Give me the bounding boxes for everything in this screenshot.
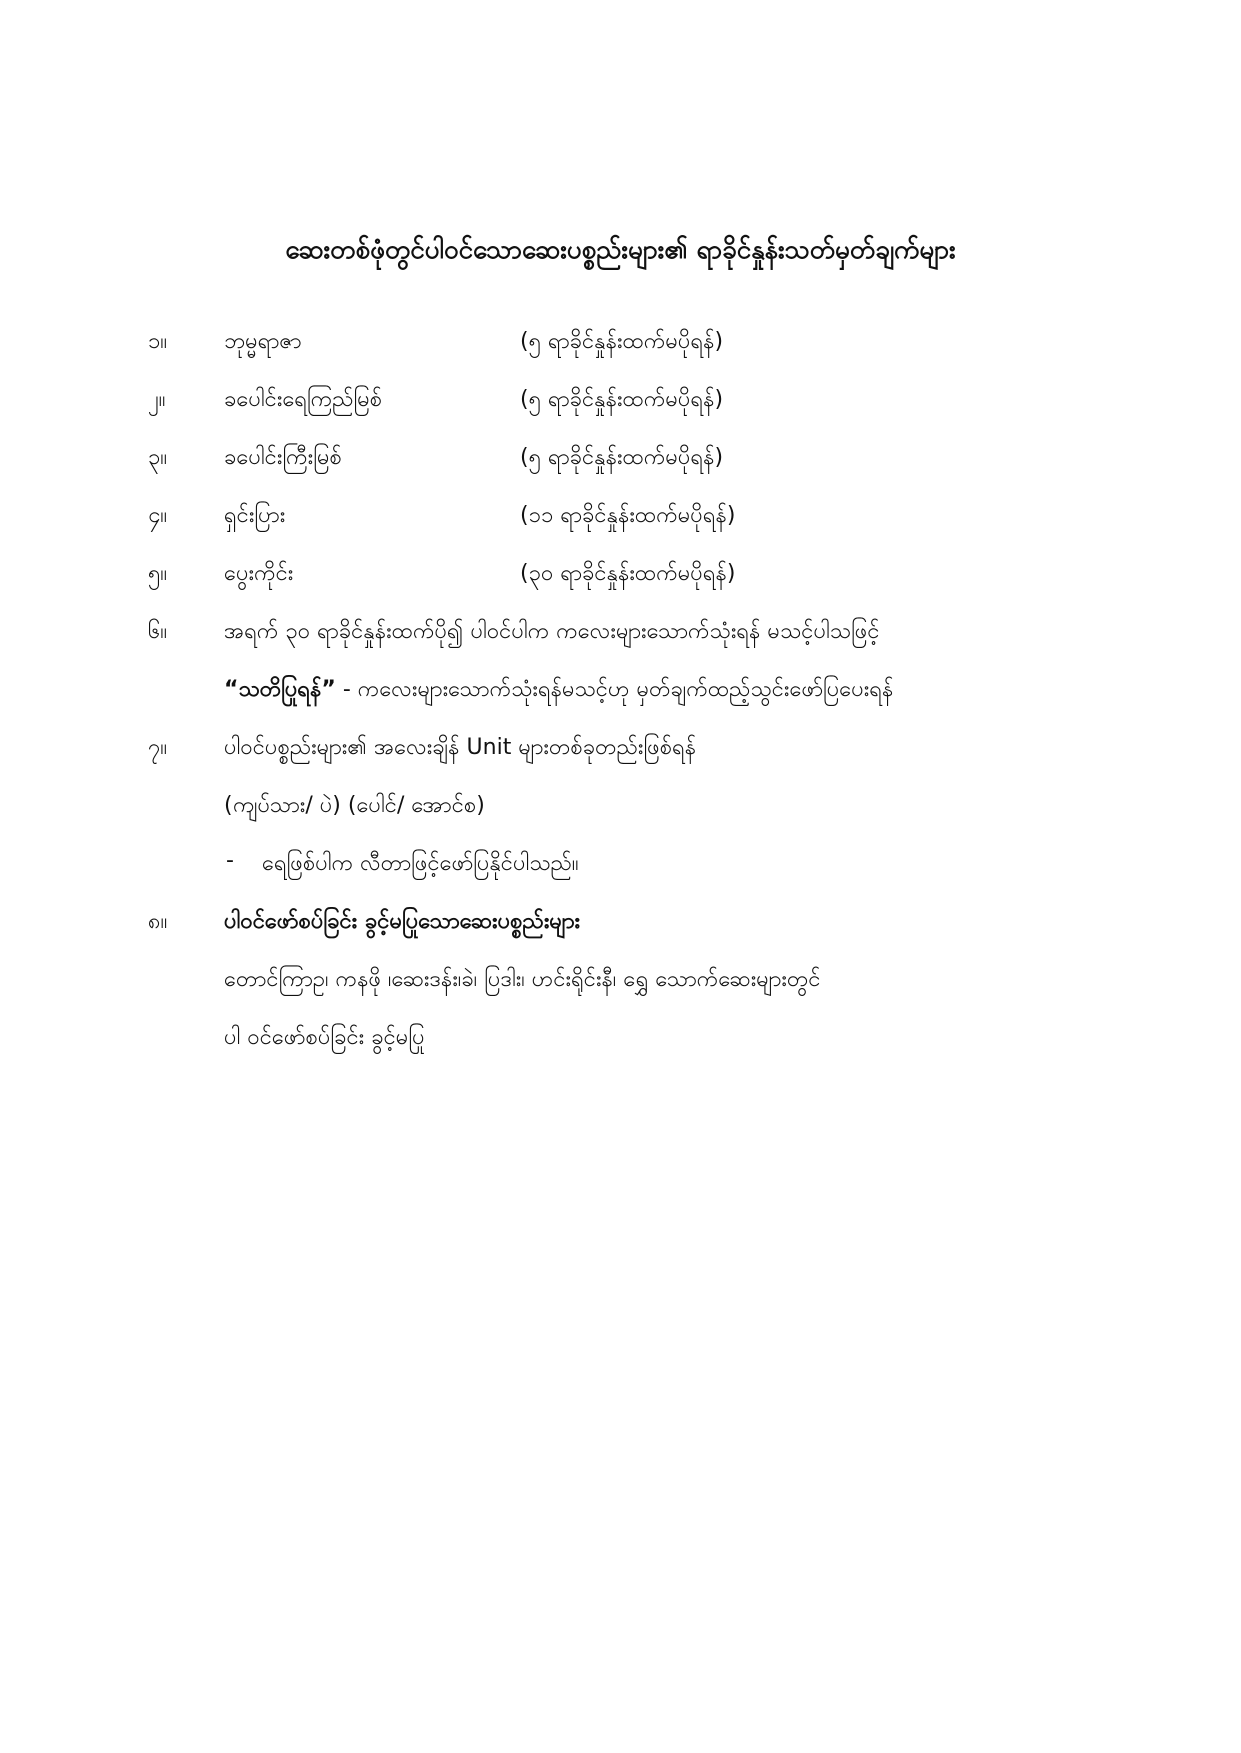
warning-label: “သတိပြုရန်”	[224, 677, 336, 702]
percent-limit: (၁၁ ရာခိုင်နှုန်းထက်မပိုရန်)	[520, 503, 736, 528]
item-number: ၃။	[148, 445, 168, 470]
list-item	[0, 616, 1241, 656]
prohibited-items-text: တောင်ကြာဥ၊ ကနဖို ၊ဆေးဒန်း၊ခဲ၊ ပြဒါး၊ ဟင်းရိုင်းနီ၊ ရွှေ သောက်ဆေးများတွင်	[224, 967, 821, 992]
prohibited-items-text-cont: ပါ ဝင်ဖော်စပ်ခြင်း ခွင့်မပြု	[224, 1025, 425, 1050]
prohibited-list	[0, 964, 1241, 1004]
percent-limit: (၅ ရာခိုင်နှုန်းထက်မပိုရန်)	[520, 329, 724, 354]
unit-examples-text: (ကျပ်သား/ ပဲ) (ပေါင်/ အောင်စ)	[224, 793, 485, 818]
warning-instruction: - ကလေးများသောက်သုံးရန်မသင့်ဟု မှတ်ချက်ထည့်သွင်းဖော်ပြပေးရန်	[335, 677, 894, 702]
list-item	[0, 384, 1241, 424]
list-item	[0, 732, 1241, 772]
ingredient-name: ခပေါင်းကြီးမြစ်	[224, 445, 342, 470]
ingredient-name: ဘုမ္မရာဇာ	[224, 329, 302, 354]
unit-note: ပါဝင်ပစ္စည်းများ၏ အလေးချိန် Unit များတစ်ခုတည်းဖြစ်ရန်	[224, 735, 697, 760]
item-number: ၇။	[148, 735, 168, 760]
percent-limit: (၅ ရာခိုင်နှုန်းထက်မပိုရန်)	[520, 445, 724, 470]
alcohol-note: အရက် ၃၀ ရာခိုင်နှုန်းထက်ပို၍ ပါဝင်ပါက ကလေးများသောက်သုံးရန် မသင့်ပါသဖြင့်	[224, 619, 880, 644]
item-number: ၁။	[148, 329, 168, 354]
list-item	[0, 500, 1241, 540]
percent-limit: (၃၀ ရာခိုင်နှုန်းထက်မပိုရန်)	[520, 561, 736, 586]
list-item	[0, 558, 1241, 598]
list-item	[0, 326, 1241, 366]
item-number: ၂။	[148, 387, 166, 412]
percent-limit: (၅ ရာခိုင်နှုန်းထက်မပိုရန်)	[520, 387, 724, 412]
dash-bullet: -	[226, 848, 234, 873]
liquid-note	[0, 848, 1241, 888]
list-item	[0, 442, 1241, 482]
ingredient-name: ခပေါင်းရေကြည်မြစ်	[224, 387, 383, 412]
liquid-note-text: ရေဖြစ်ပါက လီတာဖြင့်ဖော်ပြနိုင်ပါသည်။	[262, 851, 579, 876]
warning-text	[224, 674, 893, 707]
item-number: ၅။	[148, 561, 168, 586]
ingredient-name: ပွေးကိုင်း	[224, 561, 294, 586]
list-item	[0, 906, 1241, 946]
item-number: ၈။	[148, 909, 168, 934]
prohibited-heading: ပါဝင်ဖော်စပ်ခြင်း ခွင့်မပြုသောဆေးပစ္စည်းများ	[224, 909, 581, 934]
item-number: ၆။	[148, 619, 168, 644]
page-title: ဆေးတစ်ဖုံတွင်ပါဝင်သောဆေးပစ္စည်းများ၏ ရာခိုင်နှုန်းသတ်မှတ်ချက်များ	[285, 235, 956, 265]
prohibited-list-cont	[0, 1022, 1241, 1062]
item-number: ၄။	[148, 503, 168, 528]
ingredient-name: ရှင်းပြား	[224, 503, 286, 528]
unit-examples	[0, 790, 1241, 830]
warning-line	[0, 674, 1241, 714]
